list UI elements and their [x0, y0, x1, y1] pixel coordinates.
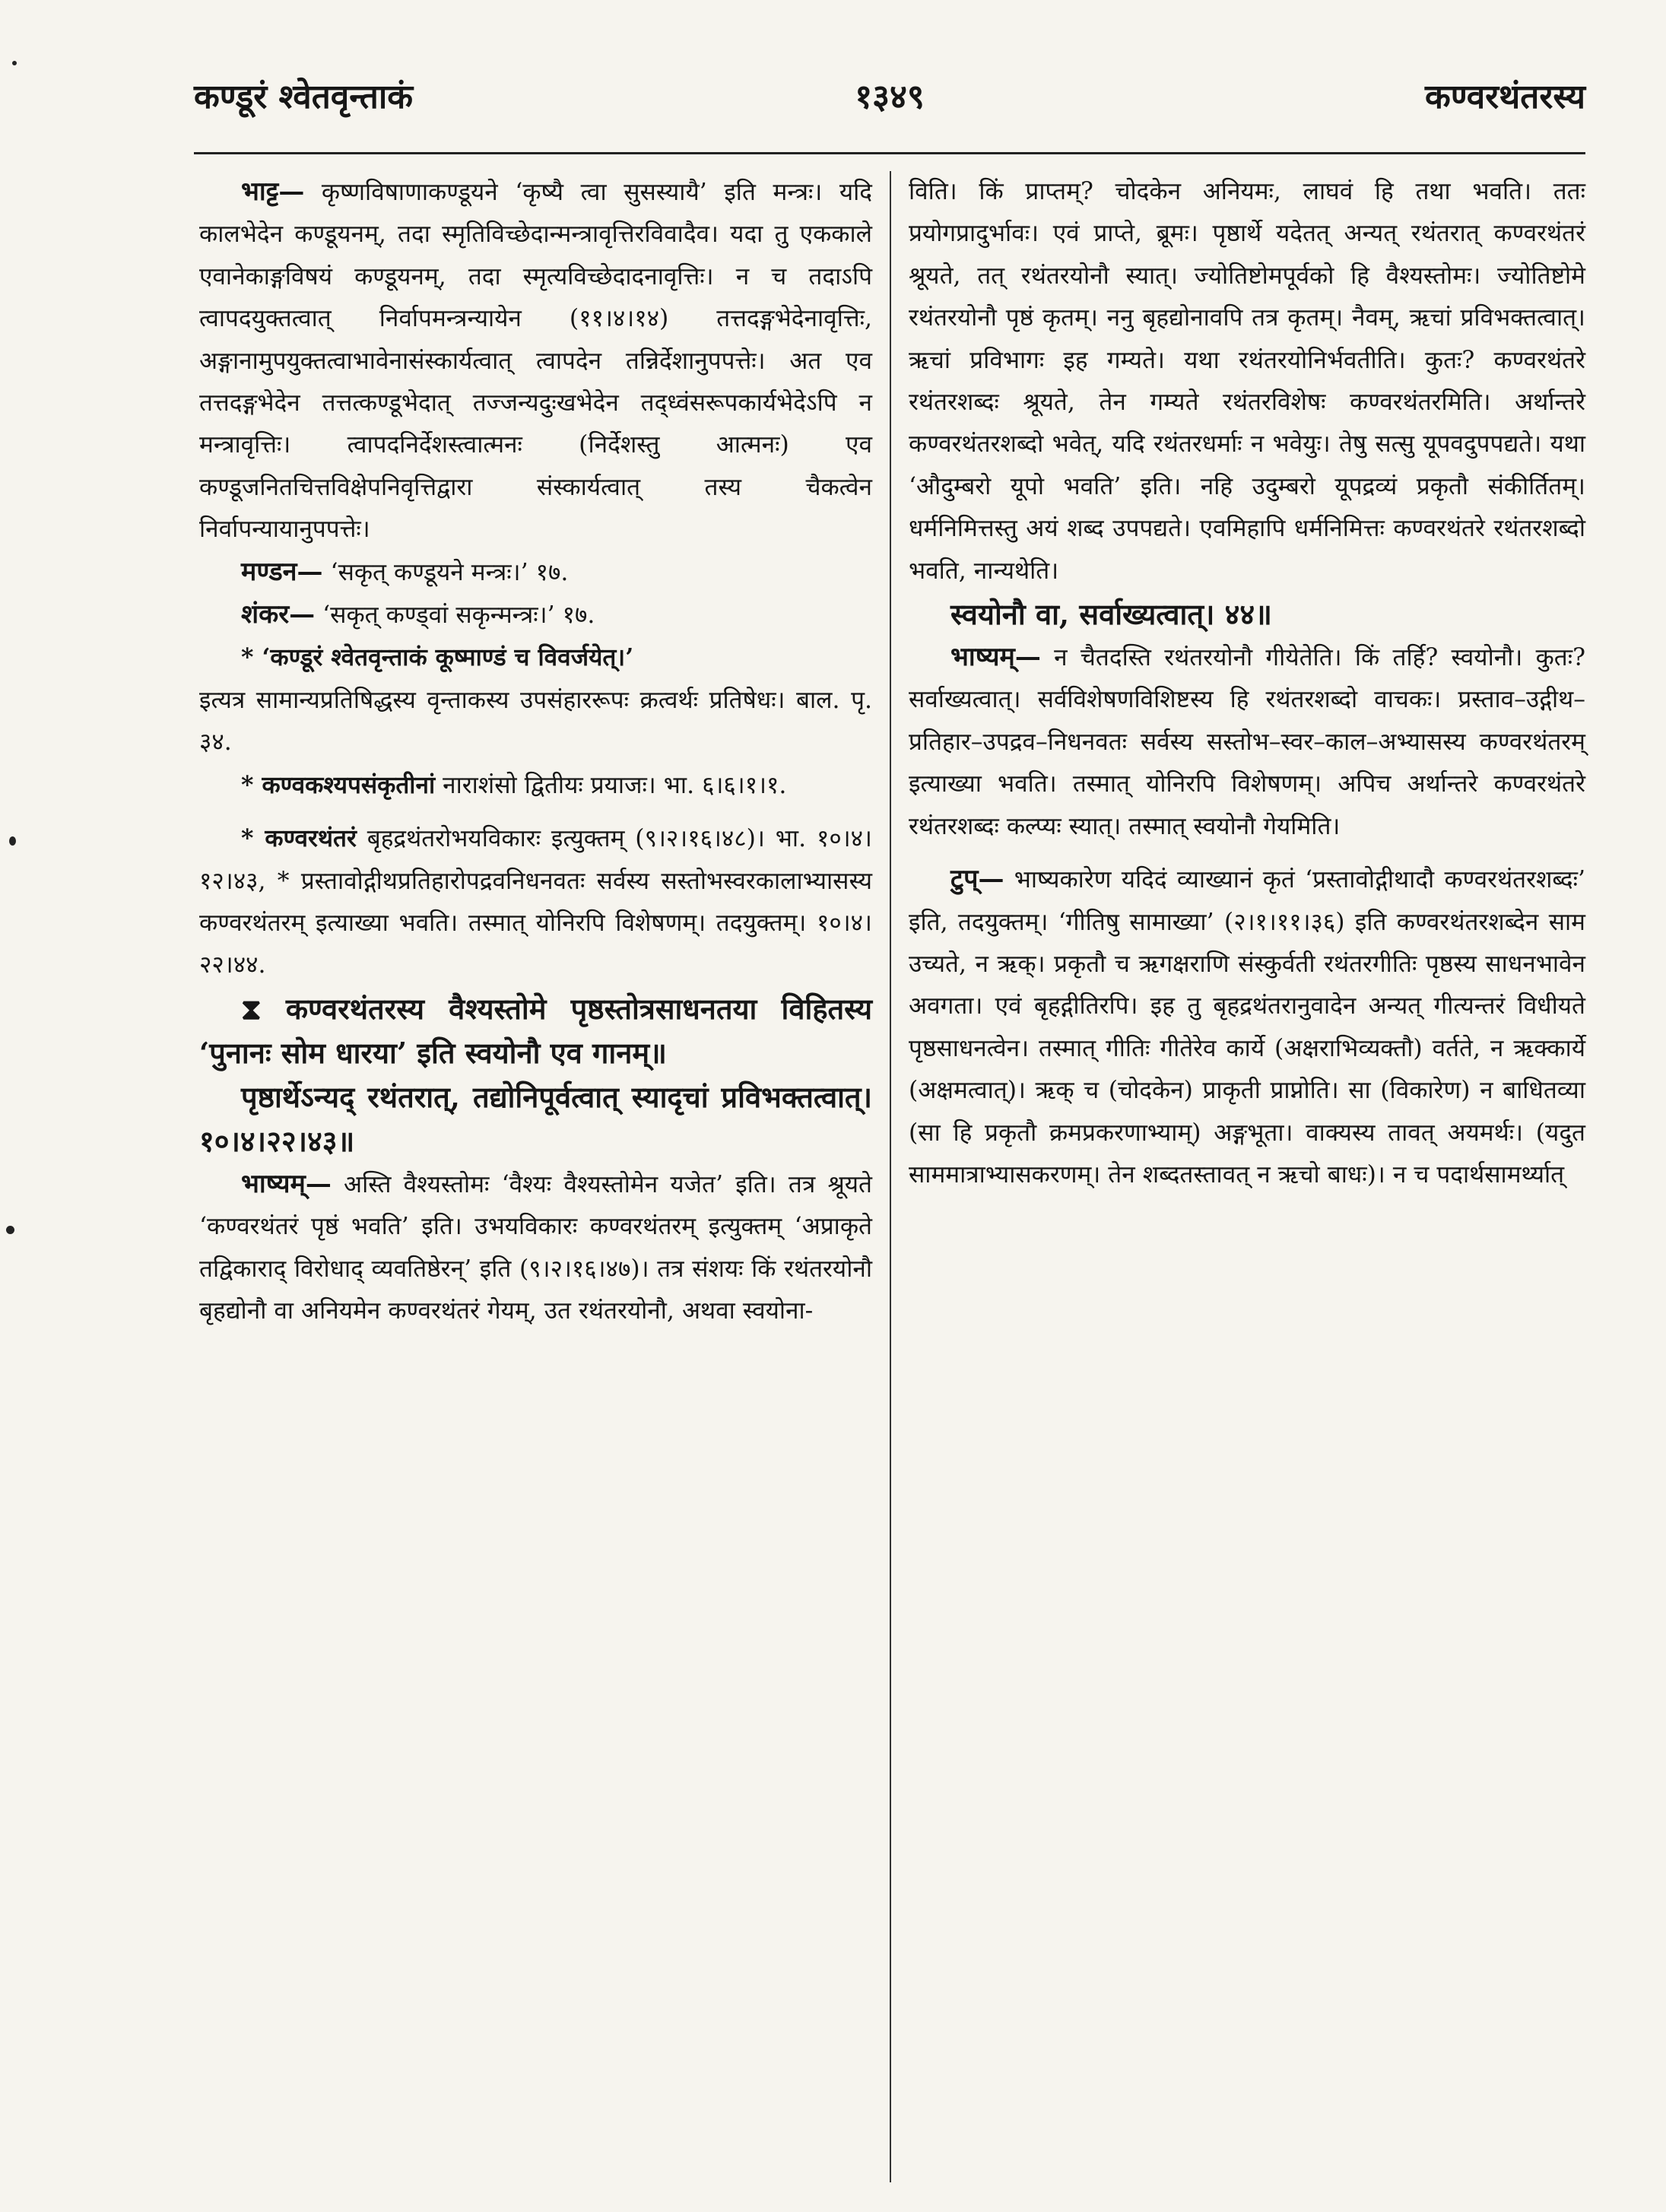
- tup-entry: [909, 858, 1585, 1196]
- shankara-text: ‘सकृत् कण्ड्वां सकृन्मन्त्रः।’ १७.: [315, 601, 595, 630]
- mandana-label: मण्डन—: [241, 556, 323, 587]
- margin-dot: [9, 836, 16, 846]
- bhatta-label: भाट्ट—: [241, 176, 305, 207]
- star-mark: *: [241, 643, 254, 672]
- margin-dot: [6, 1226, 14, 1234]
- kanva-head: कण्वकश्यपसंकृतीनां: [253, 770, 436, 799]
- kandura-entry: [199, 636, 872, 763]
- tup-label: टुप्—: [950, 864, 1004, 895]
- adhikarana-icon: ⧗: [241, 991, 262, 1026]
- kanva-text: नाराशंसो द्वितीयः प्रयाजः। भा. ६।६।१।१.: [435, 771, 787, 799]
- bhatta-entry: [199, 171, 872, 551]
- bhashya2-label: भाष्यम्—: [950, 642, 1041, 673]
- page-header: [194, 72, 1585, 133]
- tup-text: भाष्यकारेण यदिदं व्याख्यानं कृतं ‘प्रस्तावोद्गीथादौ कण्वरथंतरशब्दः’ इति, तदयुक्तम्। ‘गीतिषु सामाख्या’ (२।१।११।३६) इति कण्वरथंतरशब्देन साम उच्यते, न ऋक्। प्रकृतौ च ऋगक्षराणि संस्कुर्वती रथंतरगीतिः पृष्ठस्य साधनभावेन अवगता। एवं बृहद्गीतिरपि। इह तु बृहद्रथंतरानुवादेन अन्यत् गीत्यन्तरं विधीयते पृष्ठसाधनत्वेन। तस्मात् गीतिः गीतेरेव कार्ये (अक्षराभिव्यक्तौ) वर्तते, न ऋक्कार्ये (अक्षमत्वात्)। ऋक् च (चोदकेन) प्राकृती प्राप्नोति। सा (विकारेण) न बाधितव्या (सा हि प्रकृतौ क्रमप्रकरणाभ्याम्) अङ्गभूता। वाक्यस्य तावत् अयमर्थः। (यदुत साममात्राभ्यासकरणम्। तेन शब्दतस्तावत् न ऋचो बाधः)। न च पदार्थसामर्थ्यात्: [909, 866, 1585, 1189]
- column-divider: [890, 171, 891, 2182]
- mandana-text: ‘सकृत् कण्डूयने मन्त्रः।’ १७.: [322, 558, 569, 586]
- header-right-keyword: कण्वरथंतरस्य: [1425, 78, 1585, 116]
- kanvarathantara-text: बृहद्रथंतरोभयविकारः इत्युक्तम् (९।२।१६।४८)। भा. १०।४।१२।४३, * प्रस्तावोद्गीथप्रतिहारोपद्रवनिधनवतः सर्वस्य सस्तोभस्वरकालाभ्यासस्य कण्वरथंतरम् इत्याख्या भवति। तस्मात् योनिरपि विशेषणम्। तदयुक्तम्। १०।४।२२।४४.: [199, 825, 872, 979]
- right-column: [909, 171, 1585, 1196]
- star-mark: *: [241, 770, 254, 799]
- kanvarathantara-head: कण्वरथंतरं: [253, 824, 357, 853]
- kanvarathantara-entry: [199, 817, 872, 987]
- bhashya-continuation: विति। किं प्राप्तम्? चोदकेन अनियमः, लाघवं हि तथा भवति। ततः प्रयोगप्रादुर्भावः। एवं प्राप्ते, ब्रूमः। पृष्ठार्थे यदेतत् अन्यत् रथंतरात् कण्वरथंतरं श्रूयते, तत् रथंतरयोनौ स्यात्। ज्योतिष्टोमपूर्वको हि वैश्यस्तोमः। ज्योतिष्टोमे रथंतरयोनौ पृष्ठं कृतम्। ननु बृहद्योनावपि तत्र कृतम्। नैवम्, ऋचां प्रविभक्तत्वात्। ऋचां प्रविभागः इह गम्यते। यथा रथंतरयोनिर्भवतीति। कुतः? कण्वरथंतरे रथंतरशब्दः श्रूयते, तेन गम्यते रथंतरविशेषः कण्वरथंतरमिति। अर्थान्तरे कण्वरथंतरशब्दो भवेत्, यदि रथंतरधर्माः न भवेयुः। तेषु सत्सु यूपवदुपपद्यते। यथा ‘औदुम्बरो यूपो भवति’ इति। नहि उदुम्बरो यूपद्रव्यं प्रकृतौ संकीर्तितम्। धर्मनिमित्तस्तु अयं शब्द उपपद्यते। एवमिहापि धर्मनिमित्तः कण्वरथंतरे रथंतरशब्दो भवति, नान्यथेति।: [909, 178, 1585, 585]
- adhikarana-text: कण्वरथंतरस्य वैश्यस्तोमे पृष्ठस्तोत्रसाधनतया विहितस्य ‘पुनानः सोम धारया’ इति स्वयोनौ एव गानम्॥: [199, 991, 872, 1070]
- sutra-43: पृष्ठार्थेऽन्यद् रथंतरात्, तद्योनिपूर्वत्वात् स्यादृचां प्रविभक्तत्वात्। १०।४।२२।४३॥: [199, 1079, 872, 1158]
- bhashya2-text: न चैतदस्ति रथंतरयोनौ गीयेतेति। किं तर्हि? स्वयोनौ। कुतः? सर्वाख्यत्वात्। सर्वविशेषणविशिष्टस्य हि रथंतरशब्दो वाचकः। प्रस्ताव–उद्गीथ–प्रतिहार–उपद्रव–निधनवतः सर्वस्य सस्तोभ–स्वर–काल–अभ्यासस्य कण्वरथंतरम् इत्याख्या भवति। तस्मात् योनिरपि विशेषणम्। अपिच अर्थान्तरे कण्वरथंतरे रथंतरशब्दः कल्प्यः स्यात्। तस्मात् स्वयोनौ गेयमिति।: [909, 644, 1585, 840]
- header-rule: [194, 152, 1585, 154]
- margin-dot: [12, 61, 17, 65]
- bhatta-text: कृष्णविषाणाकण्डूयने ‘कृष्यै त्वा सुसस्यायै’ इति मन्त्रः। यदि कालभेदेन कण्डूयनम्, तदा स्मृतिविच्छेदान्मन्त्रावृत्तिरविवादैव। यदा तु एककाले एवानेकाङ्गविषयं कण्डूयनम्, तदा स्मृत्यविच्छेदादनावृत्तिः। न च तदाऽपि त्वापदयुक्तत्वात् निर्वापमन्त्रन्यायेन (११।४।१४) तत्तदङ्गभेदेनावृत्तिः, अङ्गानामुपयुक्तत्वाभावेनासंस्कार्यत्वात् त्वापदेन तन्निर्देशानुपपत्तेः। अत एव तत्तदङ्गभेदेन तत्तत्कण्डूभेदात् तज्जन्यदुःखभेदेन तद्ध्वंसरूपकार्यभेदेऽपि न मन्त्रावृत्तिः। त्वापदनिर्देशस्त्वात्मनः (निर्देशस्तु आत्मनः) एव कण्डूजनितचित्तविक्षेपनिवृत्तिद्वारा संस्कार्यत्वात् तस्य चैकत्वेन निर्वापन्यायानुपपत्तेः।: [199, 179, 872, 544]
- mandana-entry: [199, 551, 872, 594]
- kandura-text: इत्यत्र सामान्यप्रतिषिद्धस्य वृन्ताकस्य उपसंहाररूपः क्रत्वर्थः प्रतिषेधः। बाल. पृ. ३४.: [199, 686, 872, 757]
- sutra-44: स्वयोनौ वा, सर्वाख्यत्वात्। ४४॥: [950, 597, 1272, 632]
- shankara-entry: [199, 594, 872, 636]
- page-number: १३४९: [855, 78, 925, 116]
- header-left-keyword: कण्डूरं श्वेतवृन्ताकं: [194, 78, 414, 116]
- adhikarana-heading: [199, 987, 872, 1075]
- kandura-quote: ‘कण्डूरं श्वेतवृन्ताकं कूष्माण्डं च विवर्जयेत्।’: [253, 643, 634, 672]
- bhashya-text: अस्ति वैश्यस्तोमः ‘वैश्यः वैश्यस्तोमेन यजेत’ इति। तत्र श्रूयते ‘कण्वरथंतरं पृष्ठं भवति’ इति। उभयविकारः कण्वरथंतरम् इत्युक्तम् ‘अप्राकृते तद्विकाराद् विरोधाद् व्यवतिष्ठेरन्’ इति (९।२।१६।४७)। तत्र संशयः किं रथंतरयोनौ बृहद्योनौ वा अनियमेन कण्वरथंतरं गेयम्, उत रथंतरयोनौ, अथवा स्वयोना-: [199, 1170, 872, 1325]
- star-mark: *: [241, 824, 254, 853]
- shankara-label: शंकर—: [241, 599, 316, 630]
- bhashya2-entry: [909, 636, 1585, 848]
- bhashya-label: भाष्यम्—: [241, 1168, 332, 1199]
- left-column: [199, 171, 872, 1332]
- bhashya-entry: [199, 1163, 872, 1333]
- kanva-entry: [199, 764, 872, 807]
